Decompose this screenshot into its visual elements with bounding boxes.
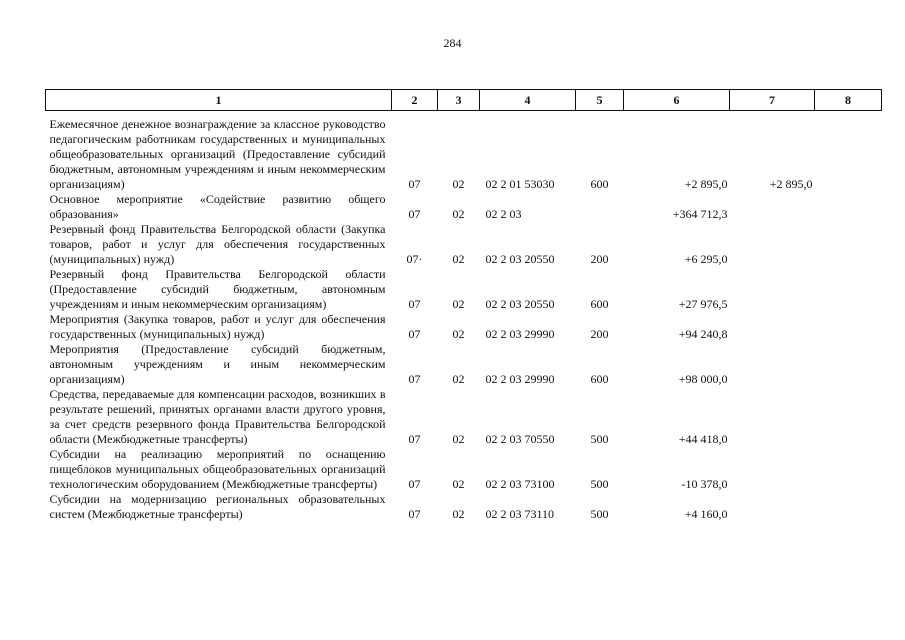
row-sum: +27 976,5 xyxy=(678,297,728,311)
header-col-6: 6 xyxy=(624,90,730,111)
row-sum: +4 160,0 xyxy=(684,507,728,521)
row-rz: 07 xyxy=(408,327,421,341)
row-name: Средства, передаваемые для компенсации расходов, возникших в результате решений, принятых органами власти другого уровня, за счет средств резервного фонда Правительства Белгородской области (Межбюджетные трансферты) xyxy=(49,387,386,446)
row-col7 xyxy=(730,492,815,522)
row-pr: 02 xyxy=(452,177,465,191)
row-name: Ежемесячное денежное вознаграждение за классное руководство педагогическим работникам государственных и муниципальных общеобразовательных организаций (Предоставление субсидий бюджетным, автономным учреждениям и иным некоммерческим организациям) xyxy=(49,117,386,191)
row-csr: 02 2 03 xyxy=(485,207,522,221)
row-col7 xyxy=(730,387,815,447)
row-rz: 07 xyxy=(408,507,421,521)
row-col8 xyxy=(815,342,882,387)
row-sum: +6 295,0 xyxy=(684,252,728,266)
row-pr: 02 xyxy=(452,507,465,521)
header-col-3: 3 xyxy=(438,90,480,111)
row-name: Резервный фонд Правительства Белгородской области (Предоставление субсидий бюджетным, автономным учреждениям и иным некоммерческим организациям) xyxy=(49,267,386,311)
table-row xyxy=(46,222,882,267)
header-col-8: 8 xyxy=(815,90,882,111)
table-row xyxy=(46,492,882,522)
row-pr: 02 xyxy=(452,477,465,491)
row-sum: +364 712,3 xyxy=(672,207,728,221)
table-row xyxy=(46,387,882,447)
header-col-7: 7 xyxy=(730,90,815,111)
row-csr: 02 2 03 20550 xyxy=(485,297,555,311)
row-col7 xyxy=(730,267,815,312)
row-col7 xyxy=(730,447,815,492)
row-sum: -10 378,0 xyxy=(681,477,728,491)
row-sum: +44 418,0 xyxy=(678,432,728,446)
row-pr: 02 xyxy=(452,372,465,386)
header-col-5: 5 xyxy=(576,90,624,111)
row-vr: 200 xyxy=(590,252,609,266)
row-col7: +2 895,0 xyxy=(769,177,813,191)
row-name: Субсидии на реализацию мероприятий по оснащению пищеблоков муниципальных общеобразовательных организаций технологическим оборудованием (Межбюджетные трансферты) xyxy=(49,447,386,491)
page-number: 284 xyxy=(443,36,462,50)
table-row xyxy=(46,267,882,312)
row-csr: 02 2 03 29990 xyxy=(485,327,555,341)
row-rz: 07 xyxy=(408,297,421,311)
row-pr: 02 xyxy=(452,432,465,446)
row-vr xyxy=(576,192,624,222)
row-col8 xyxy=(815,267,882,312)
row-vr: 200 xyxy=(590,327,609,341)
table-row xyxy=(46,447,882,492)
row-csr: 02 2 03 20550 xyxy=(485,252,555,266)
row-csr: 02 2 03 29990 xyxy=(485,372,555,386)
table-row xyxy=(46,342,882,387)
row-col8 xyxy=(815,117,882,192)
row-col7 xyxy=(730,192,815,222)
row-rz: 07· xyxy=(406,252,423,266)
row-sum: +94 240,8 xyxy=(678,327,728,341)
row-name: Субсидии на модернизацию региональных образовательных систем (Межбюджетные трансферты) xyxy=(49,492,386,521)
row-name: Мероприятия (Закупка товаров, работ и услуг для обеспечения государственных (муниципальных) нужд) xyxy=(49,312,386,341)
row-col8 xyxy=(815,447,882,492)
row-rz: 07 xyxy=(408,477,421,491)
row-csr: 02 2 01 53030 xyxy=(485,177,555,191)
row-col7 xyxy=(730,312,815,342)
row-vr: 500 xyxy=(590,432,609,446)
row-csr: 02 2 03 73100 xyxy=(485,477,555,491)
row-vr: 600 xyxy=(590,177,609,191)
table-row xyxy=(46,192,882,222)
row-pr: 02 xyxy=(452,207,465,221)
header-col-2: 2 xyxy=(392,90,438,111)
row-rz: 07 xyxy=(408,372,421,386)
header-col-1: 1 xyxy=(46,90,392,111)
row-pr: 02 xyxy=(452,252,465,266)
row-col8 xyxy=(815,312,882,342)
row-col8 xyxy=(815,192,882,222)
table-row xyxy=(46,117,882,192)
row-vr: 600 xyxy=(590,297,609,311)
row-vr: 500 xyxy=(590,477,609,491)
row-name: Основное мероприятие «Содействие развитию общего образования» xyxy=(49,192,386,221)
row-csr: 02 2 03 73110 xyxy=(485,507,555,521)
row-csr: 02 2 03 70550 xyxy=(485,432,555,446)
row-name: Мероприятия (Предоставление субсидий бюджетным, автономным учреждениям и иным некоммерческим организациям) xyxy=(49,342,386,386)
row-col7 xyxy=(730,222,815,267)
header-col-4: 4 xyxy=(480,90,576,111)
row-rz: 07 xyxy=(408,432,421,446)
table-header xyxy=(46,90,882,111)
row-sum: +98 000,0 xyxy=(678,372,728,386)
row-rz: 07 xyxy=(408,177,421,191)
row-name: Резервный фонд Правительства Белгородской области (Закупка товаров, работ и услуг для обеспечения государственных (муниципальных) нужд) xyxy=(49,222,386,266)
row-sum: +2 895,0 xyxy=(684,177,728,191)
row-vr: 600 xyxy=(590,372,609,386)
table-body xyxy=(46,111,882,523)
budget-table xyxy=(45,89,882,522)
row-col7 xyxy=(730,342,815,387)
table-row xyxy=(46,312,882,342)
row-pr: 02 xyxy=(452,327,465,341)
header-row xyxy=(46,90,882,111)
row-col8 xyxy=(815,222,882,267)
row-col8 xyxy=(815,492,882,522)
row-col8 xyxy=(815,387,882,447)
row-pr: 02 xyxy=(452,297,465,311)
row-rz: 07 xyxy=(408,207,421,221)
row-vr: 500 xyxy=(590,507,609,521)
